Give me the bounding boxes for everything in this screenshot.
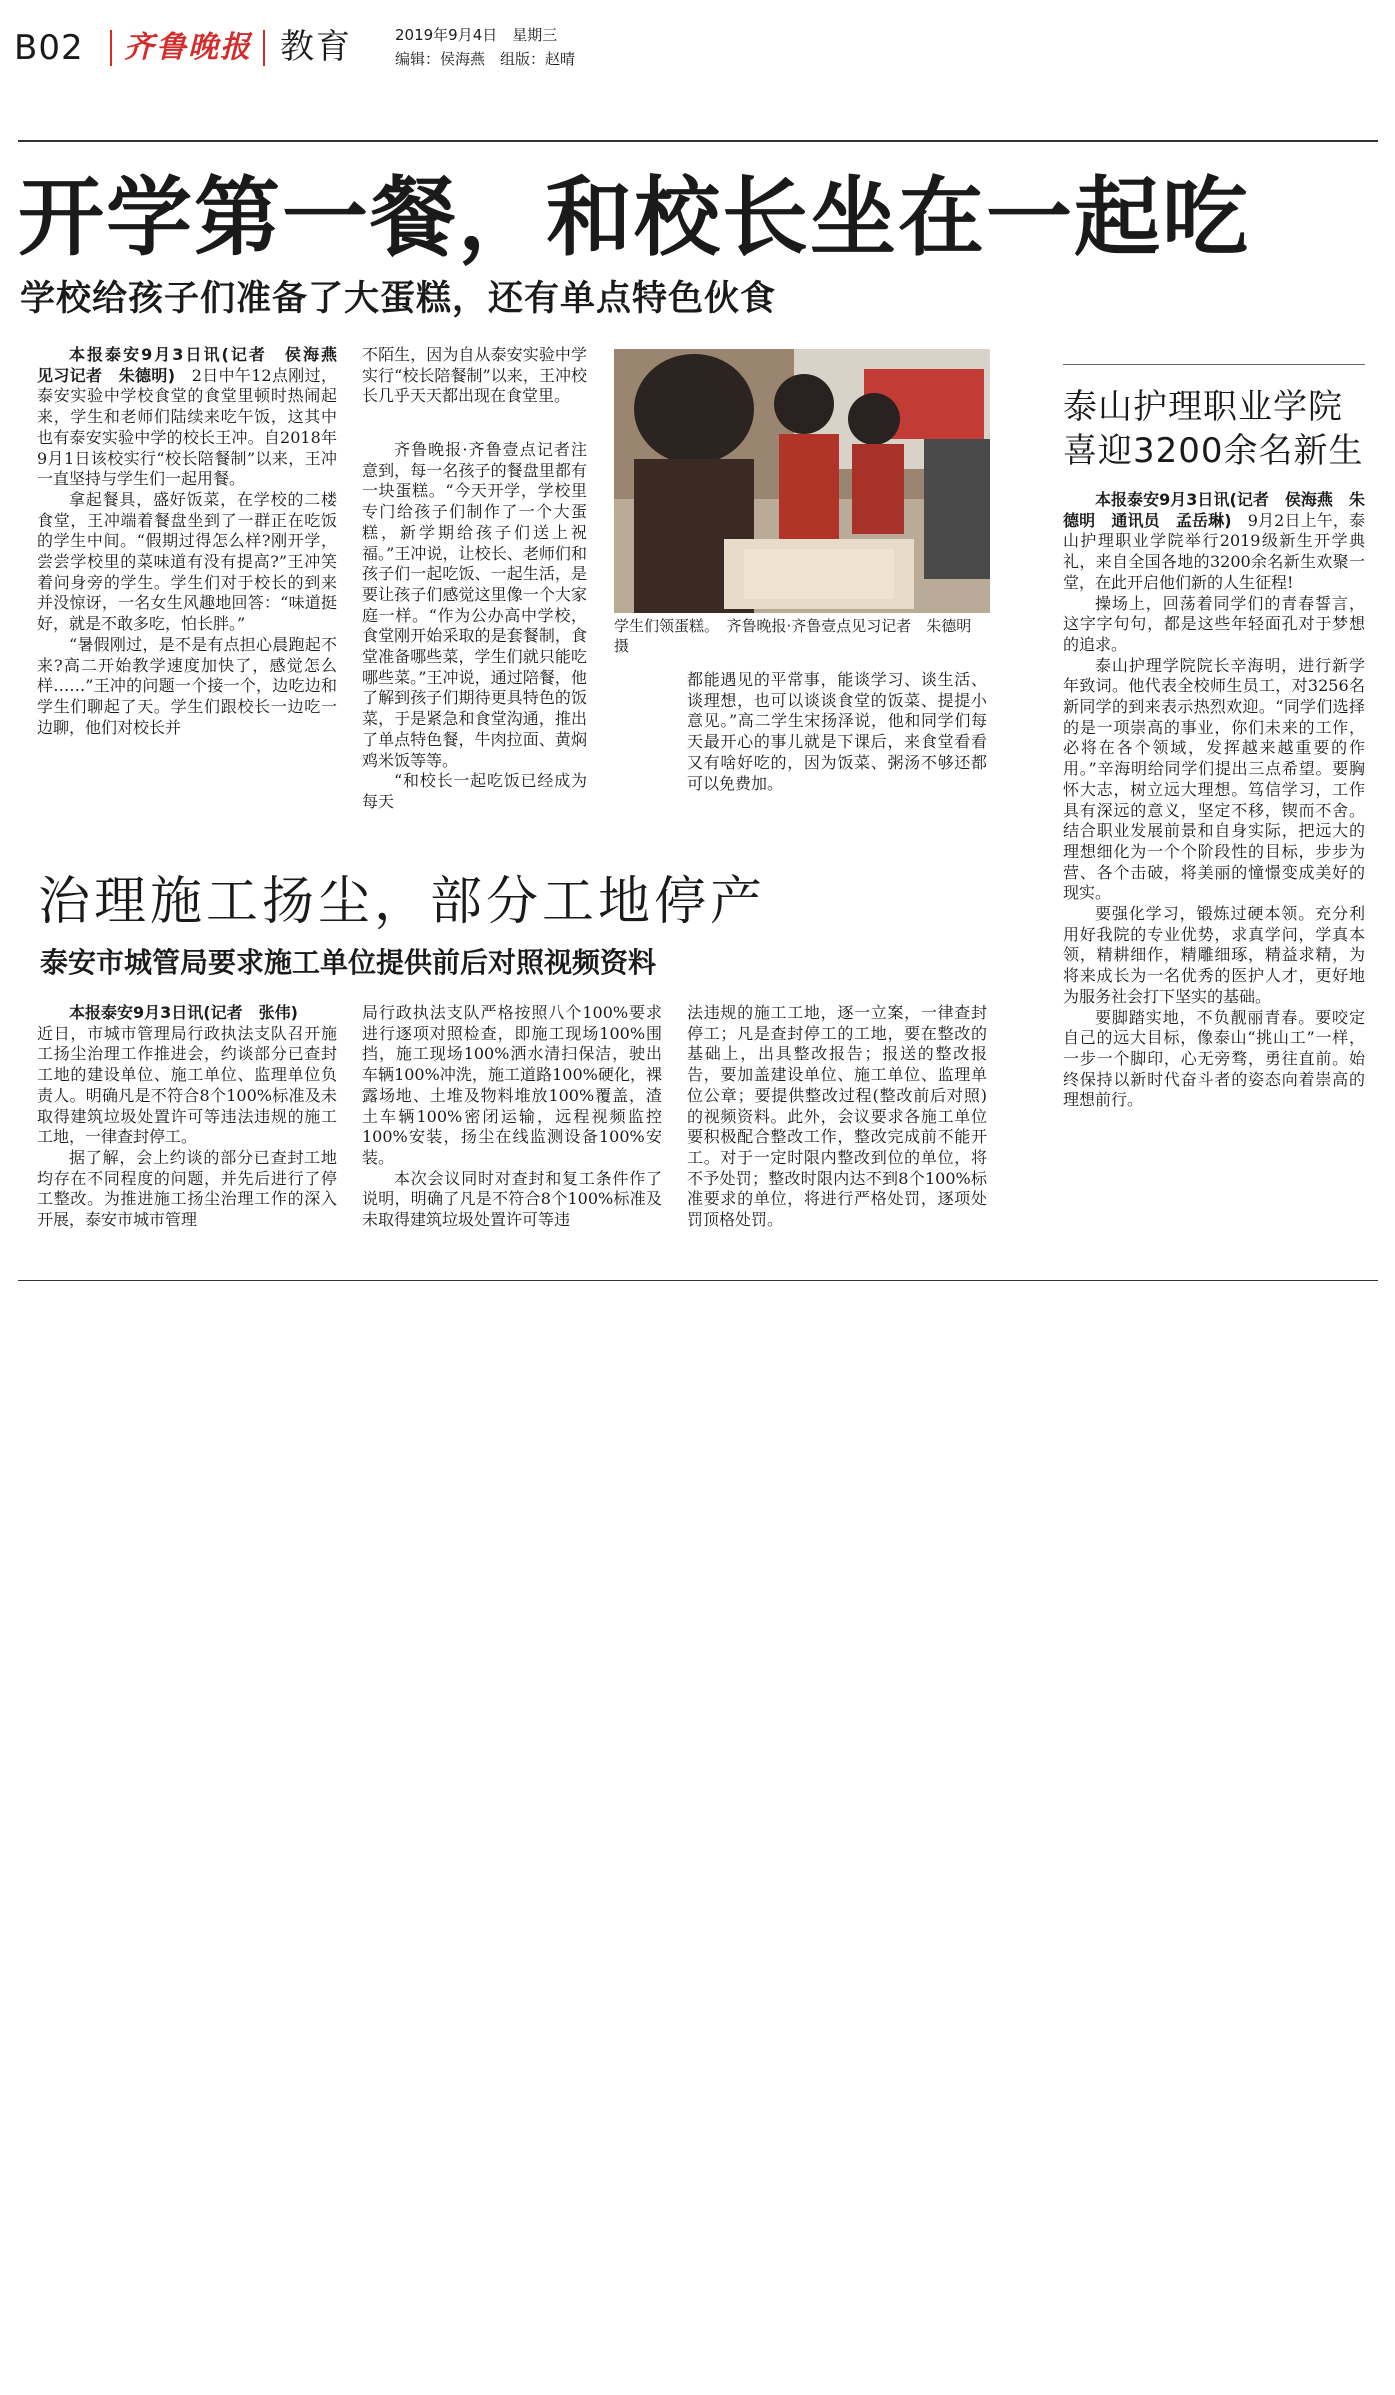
article2-column-2: [362, 1003, 662, 1231]
sidebar-headline-line: 喜迎3200余名新生: [1063, 431, 1364, 471]
photo-caption: 学生们领蛋糕。 齐鲁晚报·齐鲁壹点见习记者 朱德明 摄: [614, 617, 987, 655]
top-rule: [18, 140, 1378, 142]
editors-credit: 编辑：侯海燕 组版：赵晴: [395, 50, 576, 68]
article2-paragraph: 本次会议同时对查封和复工条件作了说明，明确了凡是不符合8个100%标准及未取得建筑垃圾处置许可等违: [362, 1168, 662, 1230]
main-headline: 开学第一餐，和校长坐在一起吃: [18, 168, 1250, 268]
article1-paragraph: 都能遇见的平常事，能谈学习、谈生活、谈理想，也可以谈谈食堂的饭菜、提提小意见。”高二学生宋扬泽说，他和同学们每天最开心的事儿就是下课后，来食堂看看又有啥好吃的，因为饭菜、粥汤不够还都可以免费加。: [687, 670, 987, 793]
sidebar-paragraph: 操场上，回荡着同学们的青春誓言，这字字句句，都是这些年轻面孔对于梦想的追求。: [1063, 593, 1365, 654]
masthead-divider: [110, 30, 112, 66]
article2-paragraph: 近日，市城市管理局行政执法支队召开施工扬尘治理工作推进会，约谈部分已查封工地的建设单位、施工单位、监理单位负责人。明确凡是不符合8个100%标准及未取得建筑垃圾处置许可等违法违规的施工工地，一律查封停工。: [37, 1023, 337, 1147]
photo-illustration: [614, 349, 990, 613]
sidebar-rule: [1063, 364, 1365, 365]
article1-byline: 本报泰安9月3日讯(记者 侯海燕 见习记者 朱德明): [37, 345, 354, 385]
sidebar-paragraph: 要脚踏实地，不负靓丽青春。要咬定自己的远大目标，像泰山“挑山工”一样，一步一个脚印，心无旁骛，勇往直前。始终保持以新时代奋斗者的姿态向着崇高的理想前行。: [1063, 1007, 1365, 1110]
article2-headline: 治理施工扬尘，部分工地停产: [38, 872, 767, 932]
issue-date: 2019年9月4日 星期三: [395, 26, 558, 44]
article1-column-2: [362, 345, 587, 407]
article1-column-3: [687, 670, 987, 794]
article2-paragraph: 法违规的施工工地，逐一立案，一律查封停工；凡是查封停工的工地，要在整改的基础上，出具整改报告；报送的整改报告，要加盖建设单位、施工单位、监理单位公章；要提供整改过程(整改前后对照)的视频资料。此外，会议要求各施工单位要积极配合整改工作，整改完成前不能开工。对于一定时限内整改到位的单位，将不予处罚；整改时限内达不到8个100%标准要求的单位，将进行严格处罚，逐项处罚顶格处罚。: [687, 1003, 987, 1230]
article2-column-1: [37, 1003, 337, 1231]
bottom-rule: [18, 1280, 1378, 1281]
article2-paragraph: 据了解，会上约谈的部分已查封工地均存在不同程度的问题，并先后进行了停工整改。为推进施工扬尘治理工作的深入开展，泰安市城市管理: [37, 1147, 337, 1230]
article1-column-1: [37, 345, 354, 738]
page-number: B02: [14, 28, 84, 68]
sidebar-paragraph: 9月2日上午，泰山护理职业学院举行2019级新生开学典礼，来自全国各地的3200余名新生欢聚一堂，在此开启他们新的人生征程!: [1063, 510, 1365, 592]
article2-byline: 本报泰安9月3日讯(记者 张伟): [69, 1003, 298, 1022]
main-subheadline: 学校给孩子们准备了大蛋糕，还有单点特色伙食: [20, 279, 777, 319]
article2-subheadline: 泰安市城管局要求施工单位提供前后对照视频资料: [40, 946, 657, 979]
article1-paragraph: “暑假刚过，是不是有点担心晨跑起不来?高二开始教学速度加快了，感觉怎么样……”王冲的问题一个接一个，边吃边和学生们聊起了天。学生们跟校长一边吃一边聊，他们对校长并: [37, 634, 337, 737]
masthead-divider: [263, 30, 265, 66]
article1-paragraph: 2日中午12点刚过，泰安实验中学校食堂的食堂里顿时热闹起来，学生和老师们陆续来吃午饭，这其中也有泰安实验中学的校长王冲。自2018年9月1日该校实行“校长陪餐制”以来，王冲一直坚持与学生们一起用餐。: [37, 365, 337, 489]
article1-paragraph: 不陌生，因为自从泰安实验中学实行“校长陪餐制”以来，王冲校长几乎天天都出现在食堂里。: [362, 345, 587, 406]
sidebar-headline: [1063, 385, 1373, 473]
newspaper-logo: 齐鲁晚报: [124, 30, 252, 65]
article2-paragraph: 局行政执法支队严格按照八个100%要求进行逐项对照检查，即施工现场100%围挡，施工现场100%洒水清扫保洁，驶出车辆100%冲洗，施工道路100%硬化，裸露场地、土堆及物料堆放100%覆盖，渣土车辆100%密闭运输，远程视频监控100%安装，扬尘在线监测设备100%安装。: [362, 1003, 662, 1167]
section-name: 教育: [280, 27, 352, 67]
article1-paragraph: 拿起餐具，盛好饭菜，在学校的二楼食堂，王冲端着餐盘坐到了一群正在吃饭的学生中间。“假期过得怎么样?刚开学，尝尝学校里的菜味道有没有提高?”王冲笑着问身旁的学生。学生们对于校长的到来并没惊讶，一名女生风趣地回答：“味道挺好，就是不敢多吃，怕长胖。”: [37, 489, 337, 634]
sidebar-paragraph: 要强化学习，锻炼过硬本领。充分利用好我院的专业优势，求真学问，学真本领，精耕细作，精雕细琢，精益求精，为将来成长为一名优秀的医护人才，更好地为服务社会打下坚实的基础。: [1063, 904, 1365, 1006]
article1-paragraph: 齐鲁晚报·齐鲁壹点记者注意到，每一名孩子的餐盘里都有一块蛋糕。“今天开学，学校里专门给孩子们制作了一个大蛋糕，新学期给孩子们送上祝福。”王冲说，让校长、老师们和孩子们一起吃饭、一起生活，是要让孩子们感觉这里像一个大家庭一样。“作为公办高中学校，食堂刚开始采取的是套餐制，食堂准备哪些菜，学生们就只能吃哪些菜。”王冲说，通过陪餐，他了解到孩子们期待更具特色的饭菜，于是紧急和食堂沟通，推出了单点特色餐，牛肉拉面、黄焖鸡米饭等等。: [362, 440, 587, 770]
sidebar-headline-line: 泰山护理职业学院: [1063, 387, 1343, 427]
news-photo: [614, 349, 990, 613]
article2-column-3: [687, 1003, 987, 1231]
sidebar-body: [1063, 490, 1365, 1111]
article1-column-2-continued: [362, 440, 587, 813]
sidebar-byline: 本报泰安9月3日讯(记者 侯海燕 朱德明 通讯员 孟岳琳): [1063, 490, 1365, 530]
sidebar-paragraph: 泰山护理学院院长辛海明，进行新学年致词。他代表全校师生员工，对3256名新同学的到来表示热烈欢迎。“同学们选择的是一项崇高的事业，你们未来的工作，必将在各个领域，发挥越来越重要的作用。”辛海明给同学们提出三点希望。要胸怀大志，树立远大理想。笃信学习，工作具有深远的意义，坚定不移，锲而不舍。结合职业发展前景和自身实际，把远大的理想细化为一个个阶段性的目标，步步为营、各个击破，将美丽的憧憬变成美好的现实。: [1063, 655, 1365, 903]
article1-paragraph: “和校长一起吃饭已经成为每天: [362, 771, 587, 811]
